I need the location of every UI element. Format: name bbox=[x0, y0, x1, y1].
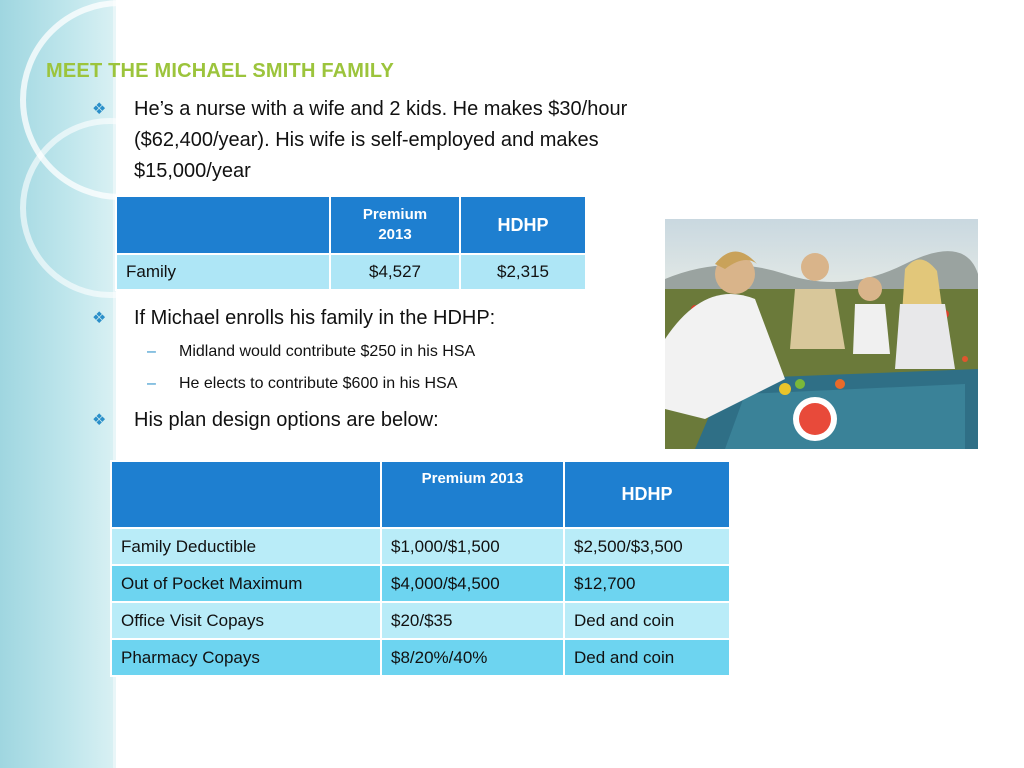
table-header-row bbox=[116, 196, 586, 254]
header-cell-hdhp: HDHP bbox=[460, 196, 586, 254]
cell-premium: $1,000/$1,500 bbox=[381, 528, 564, 565]
header-cell-premium: Premium 2013 bbox=[381, 461, 564, 528]
cell-hdhp: $12,700 bbox=[564, 565, 730, 602]
sub-bullet-text: He elects to contribute $600 in his HSA bbox=[179, 375, 458, 392]
cell-premium: $4,000/$4,500 bbox=[381, 565, 564, 602]
cell-premium: $8/20%/40% bbox=[381, 639, 564, 676]
cell-premium: $4,527 bbox=[330, 254, 460, 290]
row-label: Family Deductible bbox=[111, 528, 381, 565]
diamond-bullet-icon: ❖ bbox=[92, 412, 107, 429]
header-cell-empty bbox=[111, 461, 381, 528]
row-label: Out of Pocket Maximum bbox=[111, 565, 381, 602]
table-row bbox=[111, 528, 730, 565]
bullet-line: If Michael enrolls his family in the HDHP: bbox=[134, 307, 496, 329]
cell-hdhp: Ded and coin bbox=[564, 602, 730, 639]
diamond-bullet-icon: ❖ bbox=[92, 101, 107, 118]
cell-hdhp: $2,315 bbox=[460, 254, 586, 290]
header-cell-premium: Premium 2013 bbox=[330, 196, 460, 254]
picnic-illustration bbox=[665, 219, 978, 449]
header-cell-empty bbox=[116, 196, 330, 254]
bullet-line: His plan design options are below: bbox=[134, 409, 439, 431]
premium-table bbox=[115, 195, 587, 291]
table-row bbox=[116, 254, 586, 290]
header-cell-hdhp: HDHP bbox=[564, 461, 730, 528]
cell-hdhp: $2,500/$3,500 bbox=[564, 528, 730, 565]
slide-title: MEET THE MICHAEL SMITH FAMILY bbox=[46, 60, 395, 82]
sub-bullet-text: Midland would contribute $250 in his HSA bbox=[179, 343, 476, 360]
table-row bbox=[111, 639, 730, 676]
row-label: Office Visit Copays bbox=[111, 602, 381, 639]
cell-premium: $20/$35 bbox=[381, 602, 564, 639]
bullet-line: He’s a nurse with a wife and 2 kids. He makes $30/hour bbox=[134, 98, 628, 120]
table-row bbox=[111, 602, 730, 639]
table-row bbox=[111, 565, 730, 602]
plan-design-table bbox=[110, 460, 731, 677]
diamond-bullet-icon: ❖ bbox=[92, 310, 107, 327]
dash-icon: – bbox=[147, 343, 156, 360]
row-label: Family bbox=[116, 254, 330, 290]
bullet-line: $15,000/year bbox=[134, 160, 251, 182]
table-header-row bbox=[111, 461, 730, 528]
cell-hdhp: Ded and coin bbox=[564, 639, 730, 676]
bullet-line: ($62,400/year). His wife is self-employed and makes bbox=[134, 129, 599, 151]
family-picnic-photo bbox=[665, 219, 978, 449]
dash-icon: – bbox=[147, 375, 156, 392]
row-label: Pharmacy Copays bbox=[111, 639, 381, 676]
